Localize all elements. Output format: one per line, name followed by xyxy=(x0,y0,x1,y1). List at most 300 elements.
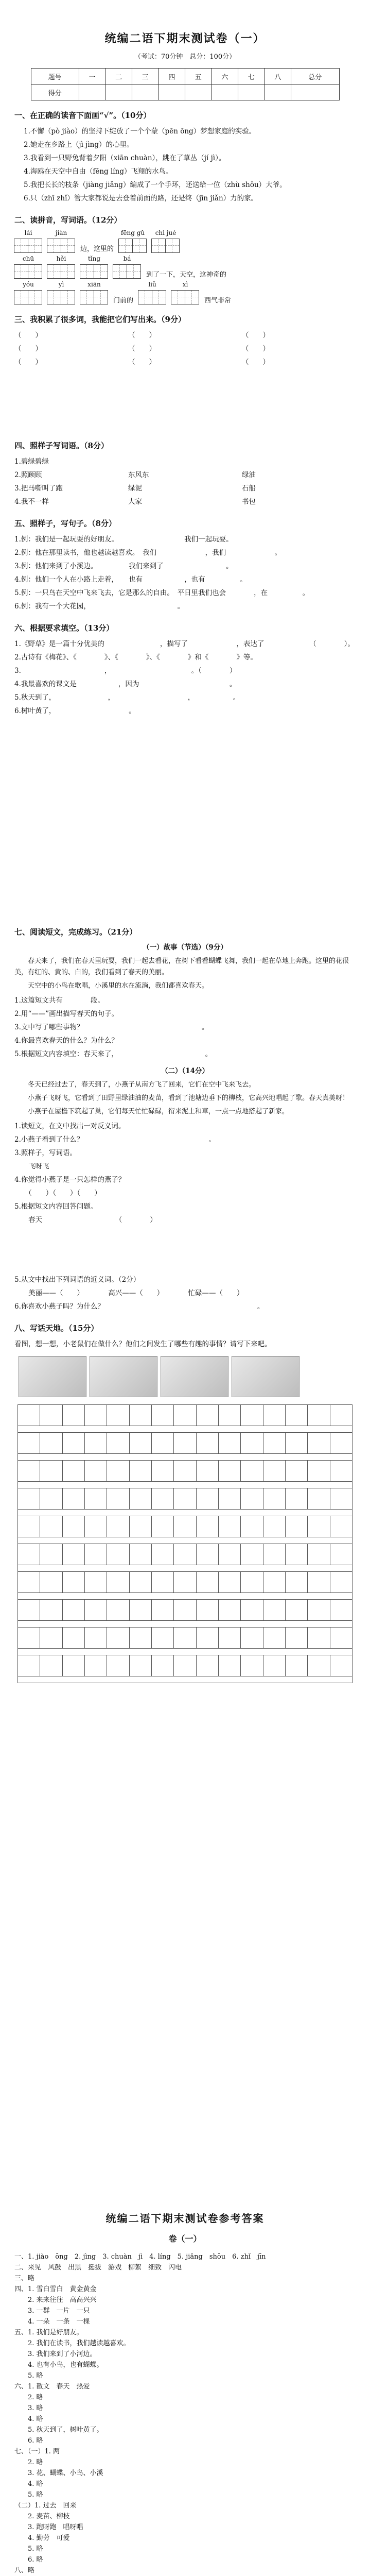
score-header-row xyxy=(31,69,339,84)
writing-cell[interactable] xyxy=(219,1488,241,1510)
writing-cell[interactable] xyxy=(152,1516,174,1537)
writing-cell[interactable] xyxy=(197,1433,219,1454)
writing-cell[interactable] xyxy=(241,1544,263,1565)
writing-cell[interactable] xyxy=(152,1461,174,1482)
pinyin-box xyxy=(14,255,42,279)
writing-cell[interactable] xyxy=(330,1433,353,1454)
tian-cell[interactable] xyxy=(61,264,75,279)
writing-cell[interactable] xyxy=(219,1516,241,1537)
writing-cell[interactable] xyxy=(40,1405,62,1426)
tian-cell[interactable] xyxy=(14,290,28,304)
tian-cell[interactable] xyxy=(47,239,61,253)
pinyin-row-tail: 西气非常 xyxy=(204,297,232,304)
writing-cell[interactable] xyxy=(152,1655,174,1676)
writing-cell[interactable] xyxy=(308,1488,330,1510)
section-3-item[interactable]: （ ） xyxy=(128,358,156,366)
score-input-cell[interactable] xyxy=(158,84,185,100)
section-1-items xyxy=(14,125,356,205)
writing-cell[interactable] xyxy=(152,1628,174,1649)
section-6-items xyxy=(14,637,356,718)
writing-cell[interactable] xyxy=(241,1405,263,1426)
section-3-item[interactable]: （ ） xyxy=(128,331,156,340)
writing-cell[interactable] xyxy=(174,1488,196,1510)
tian-grid[interactable] xyxy=(14,264,42,279)
writing-cell[interactable] xyxy=(63,1628,85,1649)
section-6-item: 4.我最喜欢的课文是 ，因为 。 xyxy=(14,680,237,688)
answer-line: 6. 略 xyxy=(14,2556,43,2564)
reading-question: 4.你最喜欢春天的什么？为什么？ xyxy=(14,1037,118,1045)
writing-cell[interactable] xyxy=(219,1405,241,1426)
reading-question: 飞呀飞 xyxy=(14,1162,161,1171)
writing-cell[interactable] xyxy=(107,1600,129,1621)
writing-cell[interactable] xyxy=(263,1600,286,1621)
writing-cell[interactable] xyxy=(219,1461,241,1482)
writing-cell[interactable] xyxy=(85,1488,107,1510)
score-header-cell: 题号 xyxy=(31,69,79,84)
writing-cell[interactable] xyxy=(40,1488,62,1510)
writing-cell[interactable] xyxy=(152,1405,174,1426)
answer-line: 5. 略 xyxy=(14,2372,43,2380)
pinyin-label: tǐng xyxy=(87,255,101,262)
score-input-cell[interactable] xyxy=(105,84,132,100)
score-input-cell[interactable] xyxy=(291,84,339,100)
writing-cell[interactable] xyxy=(286,1461,308,1482)
section-5-item: 5.例：一只鸟在天空中飞来飞去，它是那么的自由。 平日里我们也会 ，在 。 xyxy=(14,589,310,597)
writing-cell[interactable] xyxy=(197,1600,219,1621)
writing-cell[interactable] xyxy=(130,1433,152,1454)
score-input-cell[interactable] xyxy=(212,84,238,100)
writing-cell[interactable] xyxy=(40,1655,62,1676)
section-3-item[interactable]: （ ） xyxy=(242,345,270,353)
writing-cell[interactable] xyxy=(263,1405,286,1426)
writing-cell[interactable] xyxy=(85,1433,107,1454)
answer-key xyxy=(14,2210,356,2576)
writing-cell[interactable] xyxy=(241,1433,263,1454)
section-2-title: 二、读拼音，写词语。（12分） xyxy=(14,215,122,225)
writing-cell[interactable] xyxy=(308,1628,330,1649)
answer-line: 五、1. 我们是好朋友。 xyxy=(14,2329,83,2336)
score-table xyxy=(31,68,340,100)
reading-1-title: （一）故事（节选）（9分） xyxy=(143,943,227,952)
tian-grid[interactable] xyxy=(47,239,75,253)
pinyin-box xyxy=(47,229,75,253)
tian-cell[interactable] xyxy=(94,264,108,279)
writing-cell[interactable] xyxy=(174,1433,196,1454)
answer-line: 4. 勤劳 可爱 xyxy=(14,2534,70,2542)
pinyin-label: xì xyxy=(182,281,188,288)
writing-cell[interactable] xyxy=(174,1655,196,1676)
section-4-b xyxy=(128,455,242,468)
writing-grid[interactable] xyxy=(17,1404,353,1683)
writing-cell[interactable] xyxy=(107,1516,129,1537)
writing-cell[interactable] xyxy=(241,1600,263,1621)
tian-cell[interactable] xyxy=(113,264,127,279)
reading-question: 5.从文中找出下列词语的近义词。（2分） xyxy=(14,1276,140,1284)
writing-cell[interactable] xyxy=(263,1488,286,1510)
writing-cell[interactable] xyxy=(241,1516,263,1537)
writing-cell[interactable] xyxy=(330,1628,353,1649)
section-3-item[interactable]: （ ） xyxy=(242,331,270,340)
writing-cell[interactable] xyxy=(241,1655,263,1676)
writing-cell[interactable] xyxy=(308,1600,330,1621)
tian-cell[interactable] xyxy=(127,264,141,279)
section-4-items xyxy=(14,455,356,509)
answer-line: 2. 我们在读书，我们越读越喜欢。 xyxy=(14,2340,130,2347)
writing-cell[interactable] xyxy=(130,1572,152,1593)
answer-line: 2. 来来往往 高高兴兴 xyxy=(14,2296,97,2304)
answer-line: 3. 一群 一片 一只 xyxy=(14,2307,90,2315)
tian-cell[interactable] xyxy=(94,290,108,304)
tian-cell[interactable] xyxy=(80,264,94,279)
writing-cell[interactable] xyxy=(308,1405,330,1426)
writing-cell[interactable] xyxy=(174,1600,196,1621)
tian-cell[interactable] xyxy=(151,239,166,253)
writing-cell[interactable] xyxy=(130,1600,152,1621)
tian-grid[interactable] xyxy=(14,290,42,304)
writing-cell[interactable] xyxy=(85,1572,107,1593)
tian-cell[interactable] xyxy=(171,290,185,304)
writing-cell[interactable] xyxy=(330,1655,353,1676)
answer-line: 七、（一）1. 两 xyxy=(14,2448,60,2455)
writing-cell[interactable] xyxy=(219,1544,241,1565)
writing-cell[interactable] xyxy=(197,1488,219,1510)
score-input-cell[interactable] xyxy=(265,84,291,100)
reading-question: 5.根据短文内容填空：春天来了， 。 xyxy=(14,1050,213,1058)
pinyin-label: hěi xyxy=(56,255,66,262)
writing-cell[interactable] xyxy=(107,1544,129,1565)
writing-cell[interactable] xyxy=(330,1405,353,1426)
writing-cell[interactable] xyxy=(174,1461,196,1482)
writing-cell[interactable] xyxy=(263,1628,286,1649)
writing-gap xyxy=(18,1537,353,1544)
writing-cell[interactable] xyxy=(40,1600,62,1621)
writing-cell[interactable] xyxy=(286,1544,308,1565)
section-3-item[interactable]: （ ） xyxy=(242,358,270,366)
tian-cell[interactable] xyxy=(165,239,180,253)
writing-cell[interactable] xyxy=(85,1655,107,1676)
tian-grid[interactable] xyxy=(152,239,180,253)
section-3-item[interactable]: （ ） xyxy=(14,331,42,340)
passage-paragraph: 小燕子飞呀飞，它看到了田野里绿油油的麦苗，看到了池塘边垂下的柳枝，它高兴地唱起了歌。春天真美呀！ xyxy=(28,1094,349,1102)
writing-cell[interactable] xyxy=(286,1600,308,1621)
section-4-a: 3.把马嘶叫了跑 xyxy=(14,484,63,493)
writing-cell[interactable] xyxy=(330,1516,353,1537)
tian-cell[interactable] xyxy=(14,264,28,279)
answer-line: 2. 略 xyxy=(14,2459,43,2466)
pinyin-box xyxy=(80,281,108,304)
pinyin-row xyxy=(14,255,356,279)
writing-cell[interactable] xyxy=(286,1516,308,1537)
writing-cell[interactable] xyxy=(263,1516,286,1537)
writing-cell[interactable] xyxy=(286,1405,308,1426)
writing-cell[interactable] xyxy=(263,1572,286,1593)
writing-cell[interactable] xyxy=(40,1516,62,1537)
writing-cell[interactable] xyxy=(308,1516,330,1537)
writing-cell[interactable] xyxy=(286,1433,308,1454)
pinyin-box xyxy=(138,281,166,304)
writing-cell[interactable] xyxy=(107,1461,129,1482)
writing-cell[interactable] xyxy=(152,1600,174,1621)
passage-paragraph: 冬天已经过去了，春天到了，小燕子从南方飞了回来，它们在空中飞来飞去。 xyxy=(28,1081,256,1089)
tian-grid[interactable] xyxy=(80,290,108,304)
reading-question: 1.这篇短文共有 段。 xyxy=(14,996,104,1005)
section-1-item: 5.我把长长的枝条（jiàng jiǎng）编成了一个手环，还送给一位（zhù shōu）大爷。 xyxy=(24,181,287,189)
tian-cell[interactable] xyxy=(61,290,75,304)
score-header-cell: 六 xyxy=(212,69,238,84)
exam-meta: （考试：70分钟 总分：100分） xyxy=(134,53,236,61)
pinyin-label: chū xyxy=(22,255,34,262)
writing-cell[interactable] xyxy=(152,1572,174,1593)
writing-cell[interactable] xyxy=(63,1405,85,1426)
tian-cell[interactable] xyxy=(152,290,166,304)
section-1-item: 2.她走在乡路上（jì jìng）的心里。 xyxy=(24,141,134,149)
writing-cell[interactable] xyxy=(18,1516,40,1537)
writing-cell[interactable] xyxy=(40,1628,62,1649)
writing-cell[interactable] xyxy=(241,1488,263,1510)
section-1-title: 一、在正确的读音下面画“√”。（10分） xyxy=(14,111,151,120)
writing-cell[interactable] xyxy=(174,1572,196,1593)
tian-grid[interactable] xyxy=(113,264,141,279)
section-1-item: 1.不懈（pò jiào）的坚持下绽放了一个个蒙（pēn ōng）梦想家庭的实验。 xyxy=(24,127,256,135)
answer-line: 3. 略 xyxy=(14,2404,43,2412)
writing-cell[interactable] xyxy=(330,1461,353,1482)
writing-cell[interactable] xyxy=(63,1433,85,1454)
tian-cell[interactable] xyxy=(28,264,42,279)
writing-cell[interactable] xyxy=(241,1461,263,1482)
tian-cell[interactable] xyxy=(185,290,199,304)
writing-cell[interactable] xyxy=(286,1572,308,1593)
writing-cell[interactable] xyxy=(174,1405,196,1426)
section-5-items xyxy=(14,533,356,613)
writing-cell[interactable] xyxy=(18,1544,40,1565)
writing-cell[interactable] xyxy=(219,1433,241,1454)
writing-cell[interactable] xyxy=(63,1488,85,1510)
writing-cell[interactable] xyxy=(18,1600,40,1621)
reading-question: 1.读短文，在文中找出一对反义词。 xyxy=(14,1122,126,1130)
section-3-item[interactable]: （ ） xyxy=(128,345,156,353)
tian-grid[interactable] xyxy=(119,239,147,253)
section-6-item: 2.古诗有《梅花》、《 》、《 》、《 》和《 》等。 xyxy=(14,653,257,662)
writing-cell[interactable] xyxy=(63,1461,85,1482)
writing-cell[interactable] xyxy=(107,1628,129,1649)
tian-cell[interactable] xyxy=(80,290,94,304)
writing-gap xyxy=(18,1510,353,1516)
tian-cell[interactable] xyxy=(28,290,42,304)
writing-cell[interactable] xyxy=(130,1516,152,1537)
writing-cell[interactable] xyxy=(63,1655,85,1676)
tian-cell[interactable] xyxy=(47,264,61,279)
writing-cell[interactable] xyxy=(308,1572,330,1593)
answer-line: 5. 略 xyxy=(14,2545,43,2553)
writing-cell[interactable] xyxy=(330,1488,353,1510)
writing-cell[interactable] xyxy=(197,1655,219,1676)
pinyin-label: xiān xyxy=(87,281,101,288)
writing-gap xyxy=(18,1565,353,1572)
writing-cell[interactable] xyxy=(241,1628,263,1649)
writing-cell[interactable] xyxy=(286,1655,308,1676)
tian-grid[interactable] xyxy=(47,264,75,279)
writing-cell[interactable] xyxy=(174,1516,196,1537)
writing-cell[interactable] xyxy=(107,1405,129,1426)
reading-1-passage xyxy=(14,956,356,992)
writing-cell[interactable] xyxy=(197,1461,219,1482)
section-3-item[interactable]: （ ） xyxy=(14,345,42,353)
section-3-item[interactable]: （ ） xyxy=(14,358,42,366)
writing-cell[interactable] xyxy=(18,1461,40,1482)
writing-cell[interactable] xyxy=(130,1628,152,1649)
writing-cell[interactable] xyxy=(107,1655,129,1676)
section-6-item: 5.秋天到了， ， ， 。 xyxy=(14,693,240,702)
writing-cell[interactable] xyxy=(152,1433,174,1454)
score-label-cell: 得分 xyxy=(31,84,79,100)
score-input-cell[interactable] xyxy=(79,84,105,100)
writing-cell[interactable] xyxy=(85,1628,107,1649)
section-6-item: 1.《野草》是一篇十分优美的 ，描写了 ，表达了 （ ）。 xyxy=(14,640,355,648)
answer-line: 4. 略 xyxy=(14,2480,43,2488)
writing-cell[interactable] xyxy=(219,1628,241,1649)
writing-cell[interactable] xyxy=(263,1461,286,1482)
tian-cell[interactable] xyxy=(28,239,42,253)
writing-cell[interactable] xyxy=(308,1461,330,1482)
pinyin-box xyxy=(14,229,42,253)
tian-cell[interactable] xyxy=(118,239,133,253)
writing-cell[interactable] xyxy=(18,1433,40,1454)
writing-gap xyxy=(18,1454,353,1461)
answer-line: 5. 略 xyxy=(14,2491,43,2499)
picture-2 xyxy=(90,1356,157,1397)
pinyin-row-text: 门前的 xyxy=(113,297,134,304)
section-5-item: 1.例：我们是一起玩耍的好朋友。 我们一起玩耍。 xyxy=(14,535,233,544)
writing-gap xyxy=(18,1676,353,1683)
pinyin-box xyxy=(119,229,147,253)
writing-cell[interactable] xyxy=(152,1488,174,1510)
writing-cell[interactable] xyxy=(197,1405,219,1426)
writing-cell[interactable] xyxy=(263,1433,286,1454)
writing-cell[interactable] xyxy=(130,1461,152,1482)
writing-cell[interactable] xyxy=(263,1544,286,1565)
writing-cell[interactable] xyxy=(107,1488,129,1510)
writing-cell[interactable] xyxy=(219,1655,241,1676)
writing-cell[interactable] xyxy=(241,1572,263,1593)
passage-paragraph: 春天来了，我们在春天里玩耍，我们一起去看花，在树下看看蝴蝶飞舞，我们一起在草地上奔跑。这里的花很美，有红的、黄的、白的，我们看到了春天的美丽。 xyxy=(14,957,349,976)
writing-cell[interactable] xyxy=(18,1572,40,1593)
reading-question: 3.照样子，写词语。 xyxy=(14,1149,77,1157)
writing-cell[interactable] xyxy=(197,1572,219,1593)
writing-cell[interactable] xyxy=(18,1655,40,1676)
writing-cell[interactable] xyxy=(308,1433,330,1454)
answer-line: 3. 我们来到了小河边。 xyxy=(14,2350,97,2358)
writing-cell[interactable] xyxy=(40,1544,62,1565)
writing-cell[interactable] xyxy=(85,1405,107,1426)
writing-cell[interactable] xyxy=(18,1488,40,1510)
writing-cell[interactable] xyxy=(85,1461,107,1482)
writing-cell[interactable] xyxy=(63,1544,85,1565)
pinyin-label: lái xyxy=(24,229,32,236)
score-header-cell: 总分 xyxy=(291,69,339,84)
writing-cell[interactable] xyxy=(18,1405,40,1426)
writing-cell[interactable] xyxy=(63,1516,85,1537)
writing-cell[interactable] xyxy=(40,1433,62,1454)
score-header-cell: 一 xyxy=(79,69,105,84)
tian-cell[interactable] xyxy=(14,239,28,253)
writing-cell[interactable] xyxy=(63,1600,85,1621)
writing-cell[interactable] xyxy=(263,1655,286,1676)
pinyin-label: yóu xyxy=(23,281,34,288)
writing-cell[interactable] xyxy=(219,1572,241,1593)
writing-cell[interactable] xyxy=(107,1572,129,1593)
tian-grid[interactable] xyxy=(80,264,108,279)
answer-line: 一、1. jiào ōng 2. jìng 3. chuàn jì 4. líng 5. jiǎng shōu 6. zhǐ jīn xyxy=(14,2253,266,2261)
tian-grid[interactable] xyxy=(14,239,42,253)
writing-cell[interactable] xyxy=(130,1655,152,1676)
writing-cell[interactable] xyxy=(219,1600,241,1621)
writing-cell[interactable] xyxy=(85,1544,107,1565)
writing-cell[interactable] xyxy=(286,1488,308,1510)
tian-cell[interactable] xyxy=(61,239,75,253)
writing-cell[interactable] xyxy=(197,1516,219,1537)
score-input-cell[interactable] xyxy=(238,84,265,100)
answer-line: 2. 略 xyxy=(14,2394,43,2401)
writing-cell[interactable] xyxy=(152,1544,174,1565)
score-input-cell[interactable] xyxy=(132,84,158,100)
answer-subtitle: 卷（一） xyxy=(168,2234,202,2244)
writing-cell[interactable] xyxy=(85,1600,107,1621)
writing-cell[interactable] xyxy=(18,1628,40,1649)
tian-grid[interactable] xyxy=(47,290,75,304)
tian-cell[interactable] xyxy=(132,239,147,253)
writing-cell[interactable] xyxy=(197,1544,219,1565)
answer-line: 3. 跑呀跑 唱呀唱 xyxy=(14,2523,83,2531)
writing-cell[interactable] xyxy=(308,1544,330,1565)
section-5-item: 2.例：他在那里读书，他也越读越喜欢。 我们 ，我们 。 xyxy=(14,549,282,557)
writing-gap xyxy=(18,1649,353,1655)
writing-cell[interactable] xyxy=(130,1488,152,1510)
section-5-item: 6.例：我有一个大花园， 。 xyxy=(14,602,185,611)
exam-title: 统编二语下期末测试卷（一） xyxy=(104,32,266,45)
section-5-item: 3.例：他们来到了小溪边。 我们来到了 。 xyxy=(14,562,233,570)
reading-question: 2.小燕子看到了什么？ 。 xyxy=(14,1136,216,1144)
writing-cell[interactable] xyxy=(197,1628,219,1649)
writing-cell[interactable] xyxy=(286,1628,308,1649)
writing-cell[interactable] xyxy=(63,1572,85,1593)
writing-cell[interactable] xyxy=(174,1628,196,1649)
writing-cell[interactable] xyxy=(130,1405,152,1426)
answer-line: 4. 也有小鸟，也有蝴蝶。 xyxy=(14,2361,103,2369)
writing-cell[interactable] xyxy=(85,1516,107,1537)
tian-cell[interactable] xyxy=(138,290,152,304)
tian-grid[interactable] xyxy=(138,290,166,304)
section-4-b: 大家 xyxy=(128,498,142,506)
writing-cell[interactable] xyxy=(40,1461,62,1482)
tian-cell[interactable] xyxy=(47,290,61,304)
section-4-c: 石船 xyxy=(242,484,256,493)
writing-cell[interactable] xyxy=(330,1572,353,1593)
writing-cell[interactable] xyxy=(330,1600,353,1621)
score-input-cell[interactable] xyxy=(185,84,212,100)
writing-cell[interactable] xyxy=(308,1655,330,1676)
tian-grid[interactable] xyxy=(171,290,199,304)
reading-question: 6.你喜欢小燕子吗？为什么？ 。 xyxy=(14,1302,265,1311)
writing-cell[interactable] xyxy=(174,1544,196,1565)
reading-2-title: （二）（14分） xyxy=(161,1067,209,1075)
score-header-cell: 五 xyxy=(185,69,212,84)
writing-cell[interactable] xyxy=(40,1572,62,1593)
reading-final-questions xyxy=(14,1273,356,1313)
writing-cell[interactable] xyxy=(130,1544,152,1565)
writing-cell[interactable] xyxy=(107,1433,129,1454)
writing-cell[interactable] xyxy=(330,1544,353,1565)
answer-line: 三、略 xyxy=(14,2275,35,2282)
